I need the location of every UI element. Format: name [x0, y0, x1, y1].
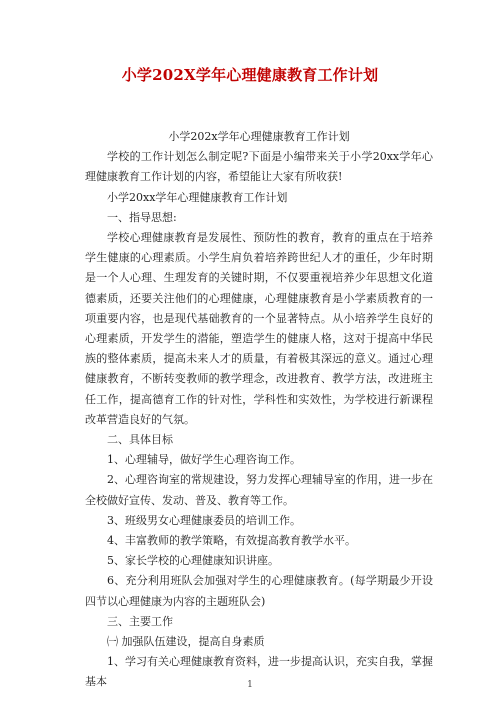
intro-paragraph: 学校的工作计划怎么制定呢?下面是小编带来关于小学20xx学年心理健康教育工作计划的内容，希望能让大家有所收获! — [85, 150, 433, 184]
subsection-heading: ㈠ 加强队伍建设，提高自身素质 — [107, 635, 265, 649]
list-item: 4、丰富教师的教学策略，有效提高教育教学水平。 — [107, 534, 356, 548]
section-heading: 三、主要工作 — [107, 614, 173, 628]
document-body — [85, 127, 433, 693]
section-heading: 二、具体目标 — [107, 433, 173, 447]
list-item: 2、心理咨询室的常规建设，努力发挥心理辅导室的作用，进一步在全校做好宣传、发动、普及、教育等工作。 — [85, 473, 433, 507]
subtitle-paragraph: 小学202x学年心理健康教育工作计划 — [168, 130, 350, 143]
list-item: 1、学习有关心理健康教育资料，进一步提高认识，充实自我，掌握基本 — [85, 655, 433, 689]
section-heading: 一、指导思想: — [107, 210, 177, 224]
list-item: 3、班级男女心理健康委员的培训工作。 — [107, 513, 301, 527]
section-heading: 小学20xx学年心理健康教育工作计划 — [107, 190, 288, 204]
list-item: 1、心理辅导，做好学生心理咨询工作。 — [107, 453, 301, 467]
document-title: 小学202X学年心理健康教育工作计划 — [121, 66, 379, 84]
page-number: 1 — [247, 680, 253, 690]
body-paragraph: 学校心理健康教育是发展性、预防性的教育，教育的重点在于培养学生健康的心理素质。小学生肩负着培养跨世纪人才的重任，少年时期是一个人心理、生理发育的关键时期，不仅要重视培养少年思想文化道德素质，还要关注他们的心理健康，心理健康教育是小学素质教育的一项重要内容，也是现代基础教育的一个显著特点。从小培养学生良好的心理素质，开发学生的潜能，塑造学生的健康人格，这对于提高中华民族的整体素质，提高未来人才的质量，有着极其深远的意义。通过心理健康教育，不断转变教师的教学理念，改进教育、教学方法，改进班主任工作，提高德育工作的针对性，学科性和实效性，为学校进行新课程改革营造良好的气氛。 — [85, 231, 433, 426]
list-item: 6、充分利用班队会加强对学生的心理健康教育。(每学期最少开设四节以心理健康为内容的主题班队会) — [85, 574, 433, 608]
list-item: 5、家长学校的心理健康知识讲座。 — [107, 554, 279, 568]
